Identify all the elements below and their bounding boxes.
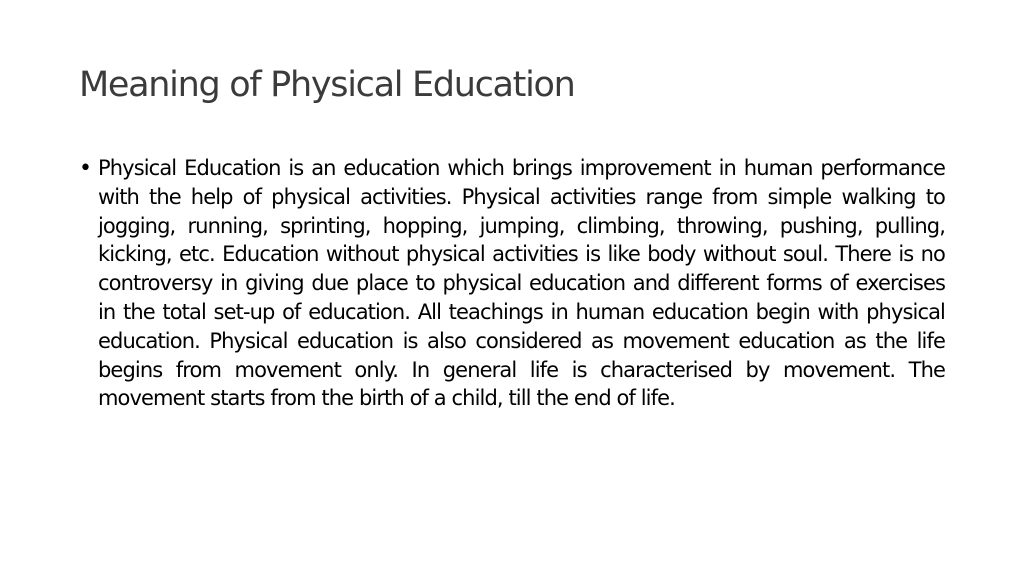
slide-title: Meaning of Physical Education (79, 65, 575, 105)
bullet-marker: • (79, 156, 92, 181)
bullet-text: Physical Education is an education which brings improvement in human performance with the help of physical activities. Physical activities range from simple walking to jogging, running, sprinting, hopping, jumping, climbing, throwing, pushing, pulling, kicking, etc. Education without physical activities is like body without soul. There is no controversy in giving due place to physical education and different forms of exercises in the total set-up of education. All teachings in human education begin with physical education. Physical education is also considered as movement education as the life begins from movement only. In general life is characterised by movement. The movement starts from the birth of a child, till the end of life. (98, 156, 945, 411)
bullet-item (79, 154, 945, 413)
bullet-list (79, 154, 945, 413)
